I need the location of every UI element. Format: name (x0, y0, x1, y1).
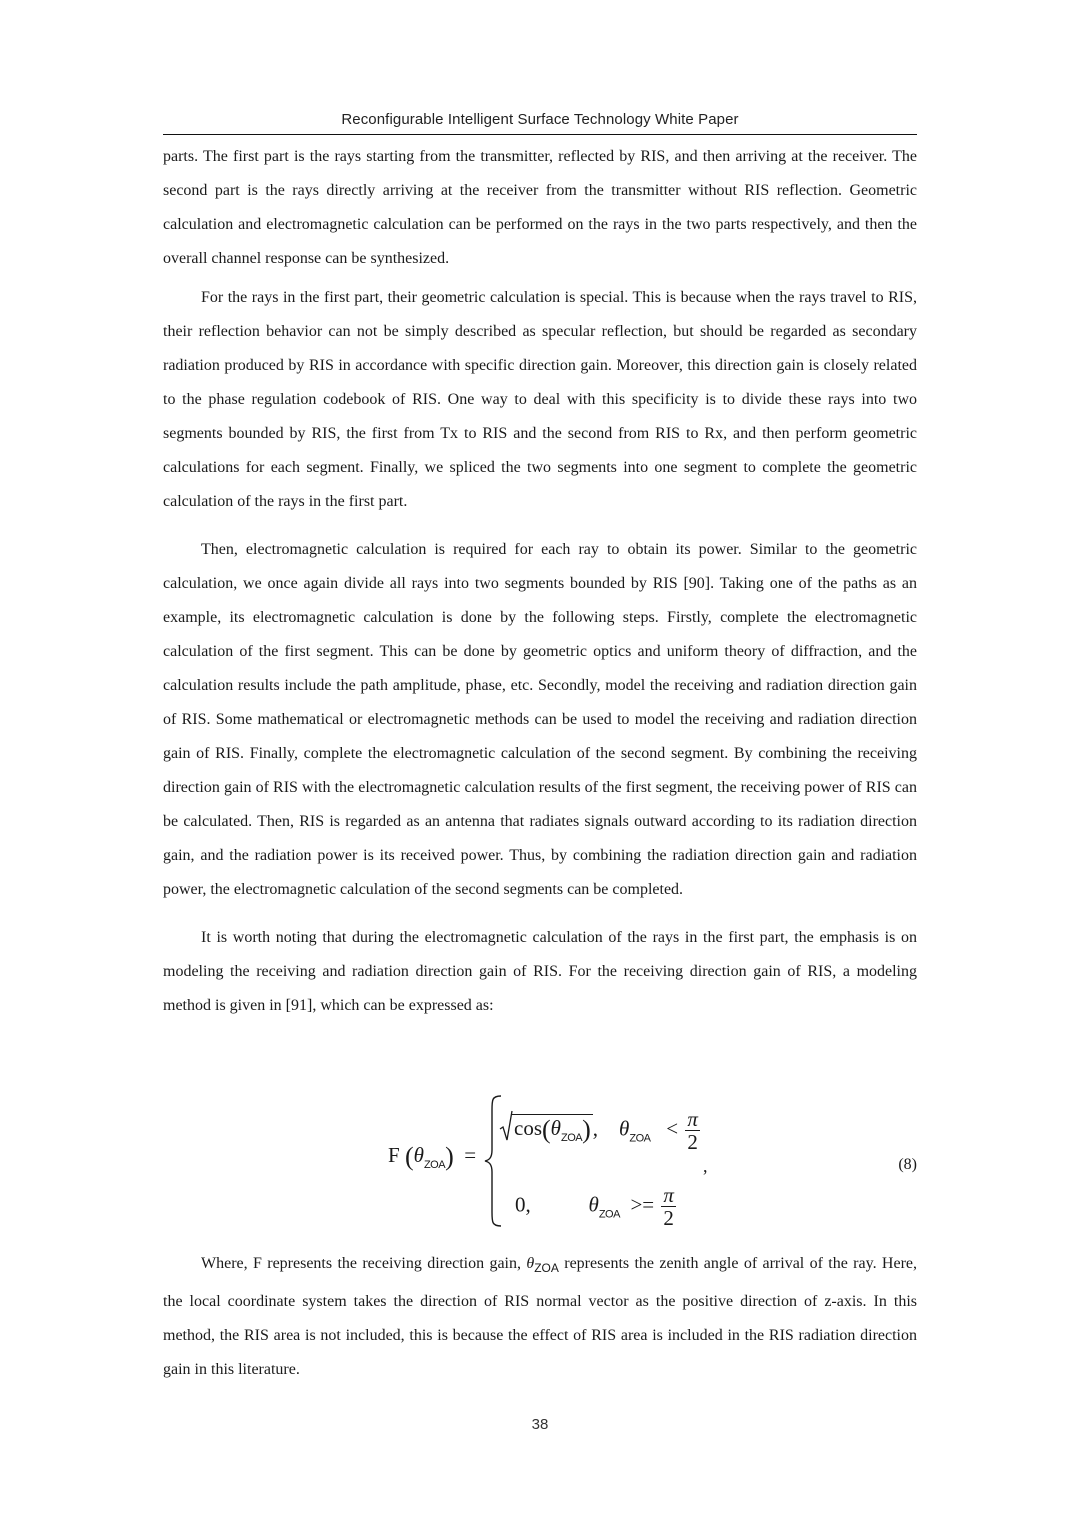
equation-8 (163, 1092, 917, 1232)
paragraph-4: It is worth noting that during the electromagnetic calculation of the rays in the first part, the emphasis is on modeling the receiving and radiation direction gain of RIS. For the receiving direction gain of RIS, a modeling method is given in [91], which can be expressed as: (163, 929, 917, 1014)
pi-over-two (661, 1184, 676, 1229)
paragraph-2: For the rays in the first part, their geometric calculation is special. This is because when the rays travel to RIS, their reflection behavior can not be simply described as specular reflection, but should be regarded as secondary radiation produced by RIS in accordance with specific direction gain. Moreover, this direction gain is closely related to the phase regulation codebook of RIS. One way to deal with this specificity is to divide these rays into two segments bounded by RIS, the first from Tx to RIS and the second from RIS to Rx, and then perform geometric calculations for each segment. Finally, we spliced the two segments into one segment to complete the geometric calculation of the rays in the first part. (163, 289, 917, 510)
theta-subscript: ZOA (629, 1132, 651, 1145)
less-than-operator: < (666, 1116, 679, 1141)
theta-symbol: θ (526, 1255, 535, 1272)
theta-subscript: ZOA (598, 1208, 620, 1221)
func-symbol: F (388, 1143, 400, 1167)
theta-symbol: θ (619, 1116, 630, 1141)
theta-symbol: θ (588, 1192, 599, 1217)
equation-case-1 (499, 1108, 702, 1153)
pi-numerator: π (663, 1183, 674, 1207)
equation-number: (8) (898, 1156, 917, 1173)
body-text (163, 140, 917, 1023)
paren-close: ) (445, 1142, 454, 1171)
pi-over-two (685, 1108, 700, 1153)
paragraph-5-rest: represents the zenith angle of arrival of the ray. Here, the local coordinate system takes the direction of RIS normal vector as the positive direction of z-axis. In this method, the RIS area is not included, this is because the effect of RIS area is included in the RIS radiation direction gain in this literature. (163, 1255, 918, 1378)
paragraph-3: Then, electromagnetic calculation is required for each ray to obtain its power. Similar to the geometric calculation, we once again divide all rays into two segments bounded by RIS [90]. Taking one of the paths as an example, its electromagnetic calculation is done by the following steps. Firstly, complete the electromagnetic calculation of the first segment. This can be done by geometric optics and uniform theory of diffraction, and the calculation results include the path amplitude, phase, etc. Secondly, model the receiving and radiation direction gain of RIS. Some mathematical or electromagnetic methods can be used to model the receiving and radiation direction gain of RIS. Finally, complete the electromagnetic calculation of the second segment. By combining the receiving direction gain of RIS with the electromagnetic calculation results of the first segment, the receiving power of RIS can be calculated. Then, RIS is regarded as an antenna that radiates signals outward according to its radiation direction gain, and the radiation power is its received power. Thus, by combining the radiation direction gain and radiation power, the electromagnetic calculation of the second segments can be completed. (163, 541, 917, 898)
pi-numerator: π (687, 1107, 698, 1131)
sqrt-expression (499, 1114, 593, 1145)
paren-close: ) (582, 1115, 591, 1145)
paren-open: ( (542, 1115, 551, 1145)
theta-subscript: ZOA (423, 1159, 446, 1171)
theta-symbol: θ (413, 1143, 424, 1167)
equation-comma: , (703, 1156, 708, 1176)
theta-subscript: ZOA (534, 1261, 559, 1275)
paragraph-1: parts. The first part is the rays starting from the transmitter, reflected by RIS, and then arriving at the receiver. The second part is the rays directly arriving at the receiver from the transmitter without RIS reflection. Geometric calculation and electromagnetic calculation can be performed on the rays in the two parts respectively, and then the overall channel response can be synthesized. (163, 148, 917, 267)
running-header: Reconfigurable Intelligent Surface Technology White Paper (341, 111, 739, 128)
paragraph-5-lead: Where, F represents the receiving direction gain, (201, 1255, 521, 1272)
equals-sign: = (464, 1143, 477, 1167)
theta-symbol: θ (550, 1116, 561, 1141)
equation-lhs (388, 1142, 476, 1172)
two-denominator: 2 (663, 1206, 674, 1231)
sqrt-body (512, 1114, 593, 1145)
cos-function: cos (514, 1116, 542, 1141)
after-equation-text (163, 1247, 917, 1387)
case-2-value: 0, (515, 1192, 531, 1217)
paragraph-5 (163, 1247, 917, 1387)
theta-subscript: ZOA (561, 1132, 583, 1145)
greater-equal-operator: >= (630, 1192, 655, 1217)
two-denominator: 2 (687, 1130, 698, 1155)
sqrt-sign-icon (499, 1110, 513, 1142)
equation-case-2 (515, 1184, 678, 1229)
paren-open: ( (404, 1142, 414, 1171)
case-separator: , (592, 1116, 599, 1141)
header-rule (163, 134, 917, 135)
page-number: 38 (531, 1416, 549, 1433)
